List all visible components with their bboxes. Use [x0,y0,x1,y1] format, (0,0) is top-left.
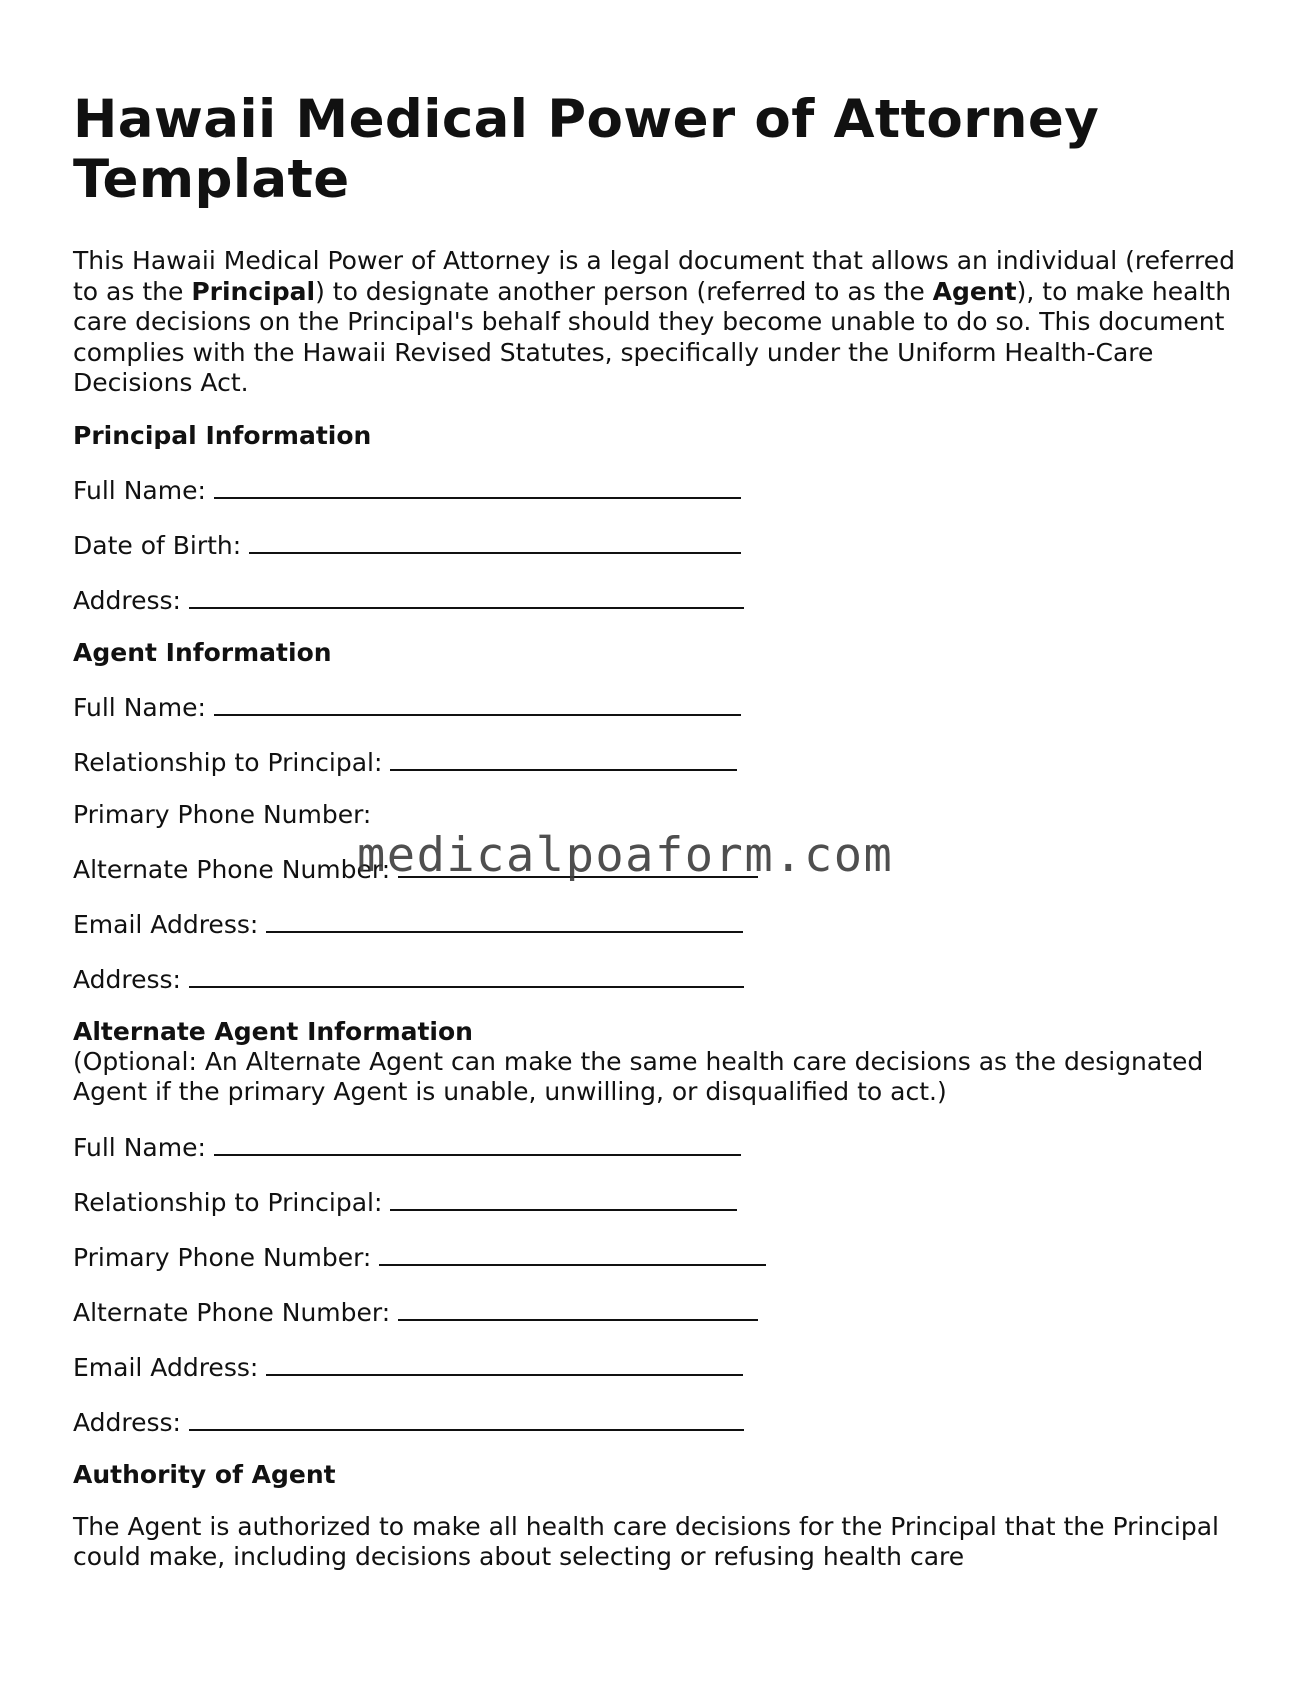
agent-relationship-row [73,745,1243,778]
principal-full-name-row [73,473,1243,506]
alt-agent-address-label: Address: [73,1407,181,1437]
document-title [73,90,1243,210]
intro-part-3: ), to make health care decisions on the Principal's behalf should they become unable to do so. This document complies with the Hawaii Revised Statutes, specifically under the Uniform Health-Care Decisions Act. [73,276,1232,397]
alt-agent-email-field[interactable] [266,1350,743,1376]
alt-agent-full-name-field[interactable] [214,1130,741,1156]
intro-principal-bold: Principal [191,276,316,306]
alt-agent-email-row [73,1350,1243,1383]
authority-paragraph: The Agent is authorized to make all health care decisions for the Principal that the Principal could make, including decisions about selecting or refusing health care [73,1511,1219,1571]
alt-agent-alternate-phone-label: Alternate Phone Number: [73,1297,391,1327]
intro-paragraph [73,246,1243,399]
alt-agent-relationship-label: Relationship to Principal: [73,1187,383,1217]
alternate-agent-note: (Optional: An Alternate Agent can make the same health care decisions as the designated Agent if the primary Agent is unable, unwilling, or disqualified to act.) [73,1046,1204,1106]
alt-agent-relationship-field[interactable] [390,1185,737,1211]
agent-alternate-phone-label: Alternate Phone Number: [73,854,391,884]
alt-agent-alternate-phone-field[interactable] [398,1295,758,1321]
principal-address-field[interactable] [189,583,744,609]
intro-part-2: ) to designate another person (referred to as the [315,276,933,306]
principal-address-label: Address: [73,585,181,615]
agent-full-name-row [73,690,1243,723]
agent-full-name-label: Full Name: [73,692,206,722]
authority-heading: Authority of Agent [73,1459,336,1489]
alt-agent-alternate-phone-row [73,1295,1243,1328]
title-line-1: Hawaii Medical Power of Attorney [73,89,1100,150]
alt-agent-address-field[interactable] [189,1405,744,1431]
alt-agent-primary-phone-row [73,1240,1243,1273]
title-line-2: Template [73,149,350,210]
principal-full-name-field[interactable] [214,473,741,499]
agent-address-field[interactable] [189,962,744,988]
agent-full-name-field[interactable] [214,690,741,716]
alternate-agent-heading: Alternate Agent Information [73,1016,473,1046]
agent-address-row [73,962,1243,995]
agent-primary-phone-label: Primary Phone Number: [73,799,372,829]
agent-primary-phone-row [73,800,1243,830]
alt-agent-full-name-row [73,1130,1243,1163]
principal-heading: Principal Information [73,420,372,450]
principal-dob-label: Date of Birth: [73,530,242,560]
principal-dob-field[interactable] [249,528,741,554]
agent-email-label: Email Address: [73,909,259,939]
intro-agent-bold: Agent [932,276,1017,306]
principal-full-name-label: Full Name: [73,475,206,505]
principal-dob-row [73,528,1243,561]
alt-agent-relationship-row [73,1185,1243,1218]
agent-email-field[interactable] [266,907,743,933]
alt-agent-email-label: Email Address: [73,1352,259,1382]
agent-heading: Agent Information [73,637,332,667]
principal-address-row [73,583,1243,616]
intro-part-1: This Hawaii Medical Power of Attorney is a legal document that allows an individual (referred to as the [73,246,1235,306]
alt-agent-address-row [73,1405,1243,1438]
agent-relationship-field[interactable] [390,745,737,771]
alt-agent-primary-phone-label: Primary Phone Number: [73,1242,372,1272]
alt-agent-primary-phone-field[interactable] [379,1240,766,1266]
agent-address-label: Address: [73,964,181,994]
alt-agent-full-name-label: Full Name: [73,1132,206,1162]
agent-email-row [73,907,1243,940]
watermark-text: medicalpoaform.com [357,828,894,883]
agent-relationship-label: Relationship to Principal: [73,747,383,777]
